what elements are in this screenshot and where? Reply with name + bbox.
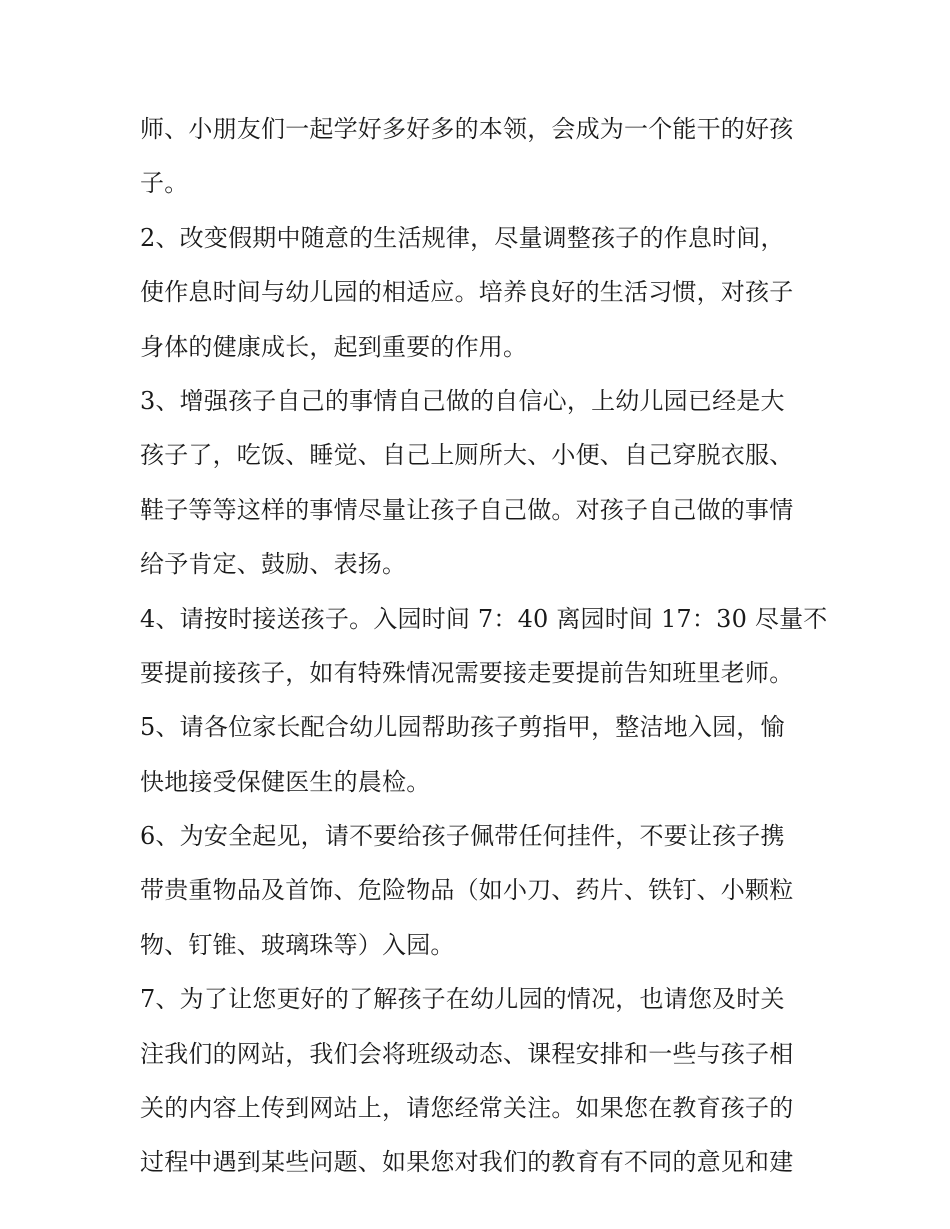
text-line: 3、增强孩子自己的事情自己做的自信心，上幼儿园已经是大 xyxy=(140,386,785,415)
text-line: 物、钉锥、玻璃珠等）入园。 xyxy=(140,930,455,959)
text-line: 过程中遇到某些问题、如果您对我们的教育有不同的意见和建 xyxy=(140,1148,794,1177)
text-line: 师、小朋友们一起学好多好多的本领，会成为一个能干的好孩 xyxy=(140,115,794,143)
text-line: 带贵重物品及首饰、危险物品（如小刀、药片、铁钉、小颗粒 xyxy=(140,876,794,905)
text-line: 7、为了让您更好的了解孩子在幼儿园的情况，也请您及时关 xyxy=(140,985,785,1014)
text-line: 2、改变假期中随意的生活规律，尽量调整孩子的作息时间， xyxy=(140,223,785,252)
text-line: 给予肯定、鼓励、表扬。 xyxy=(140,550,407,579)
text-line: 使作息时间与幼儿园的相适应。培养良好的生活习惯，对孩子 xyxy=(140,278,794,307)
text-line: 子。 xyxy=(140,169,189,198)
body-text xyxy=(140,102,828,1190)
text-line: 注我们的网站，我们会将班级动态、课程安排和一些与孩子相 xyxy=(140,1039,794,1068)
text-line: 5、请各位家长配合幼儿园帮助孩子剪指甲，整洁地入园，愉 xyxy=(140,713,785,742)
text-line: 关的内容上传到网站上，请您经常关注。如果您在教育孩子的 xyxy=(140,1094,794,1123)
text-line: 6、为安全起见，请不要给孩子佩带任何挂件，不要让孩子携 xyxy=(140,822,785,851)
text-line: 鞋子等等这样的事情尽量让孩子自己做。对孩子自己做的事情 xyxy=(140,495,794,524)
text-line: 4、请按时接送孩子。入园时间 7：40 离园时间 17：30 尽量不 xyxy=(140,604,828,633)
text-line: 孩子了，吃饭、睡觉、自己上厕所大、小便、自己穿脱衣服、 xyxy=(140,441,794,470)
text-line: 要提前接孩子，如有特殊情况需要接走要提前告知班里老师。 xyxy=(140,658,794,687)
text-line: 快地接受保健医生的晨检。 xyxy=(140,767,431,796)
text-line: 身体的健康成长，起到重要的作用。 xyxy=(140,332,528,361)
